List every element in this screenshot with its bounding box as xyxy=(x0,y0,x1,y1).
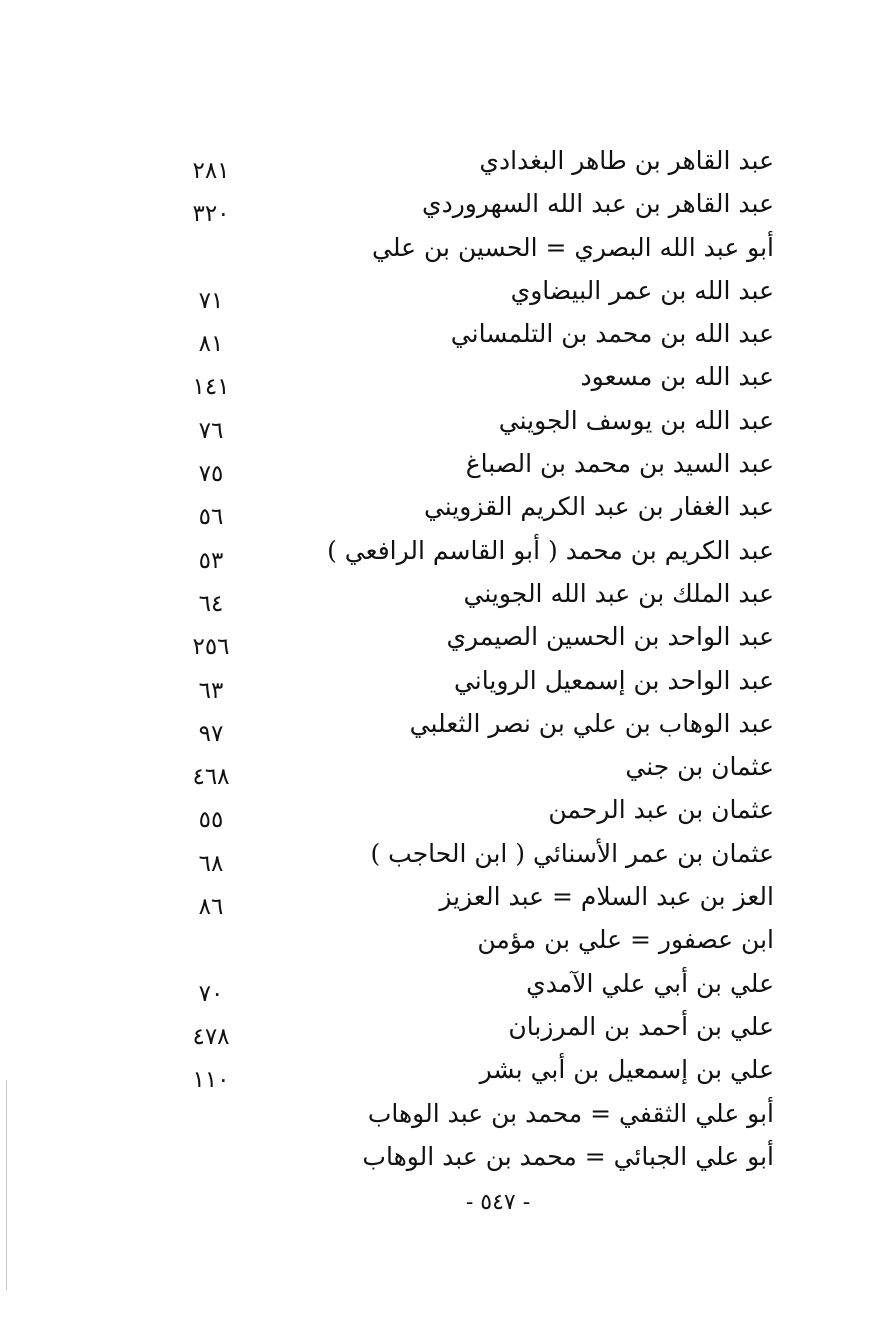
entry-page-number: ٤٧٨ xyxy=(192,1023,230,1050)
entry-page-number: ٤٦٨ xyxy=(192,764,230,791)
index-entry xyxy=(0,356,876,399)
index-entry xyxy=(0,530,876,573)
scan-edge-line xyxy=(6,1080,7,1290)
entry-page-number: ٥٣ xyxy=(198,547,224,574)
entry-page-number: ٧٠ xyxy=(198,980,224,1007)
entry-page-number: ٦٣ xyxy=(198,677,224,704)
entry-name: عبد السيد بن محمد بن الصباغ xyxy=(465,449,774,479)
index-entry xyxy=(0,227,876,270)
entry-name: عبد الواحد بن إسمعيل الروياني xyxy=(453,665,774,695)
index-entry xyxy=(0,919,876,962)
index-entry xyxy=(0,1006,876,1049)
entry-page-number: ٥٦ xyxy=(198,504,224,531)
entry-name: أبو علي الجبائي = محمد بن عبد الوهاب xyxy=(362,1141,774,1171)
index-entry xyxy=(0,703,876,746)
entry-name: أبو علي الثقفي = محمد بن عبد الوهاب xyxy=(367,1098,774,1128)
entry-name: عبد الله بن عمر البيضاوي xyxy=(510,275,774,305)
entry-name: عبد القاهر بن طاهر البغدادي xyxy=(479,146,774,175)
entry-name: علي بن أبي علي الآمدي xyxy=(526,968,774,998)
entry-name: عثمان بن عمر الأسنائي ( ابن الحاجب ) xyxy=(370,838,774,868)
entry-name: عثمان بن جني xyxy=(625,752,774,782)
entry-name: عبد الملك بن عبد الله الجويني xyxy=(463,578,774,608)
index-entry xyxy=(0,833,876,876)
entry-name: عبد الواحد بن الحسين الصيمري xyxy=(446,622,774,652)
entry-name: علي بن إسمعيل بن أبي بشر xyxy=(479,1055,774,1085)
entry-page-number: ٦٨ xyxy=(198,850,224,877)
entry-name: عبد الوهاب بن علي بن نصر الثعلبي xyxy=(409,708,774,738)
entry-name: ابن عصفور = علي بن مؤمن xyxy=(477,925,774,955)
entry-page-number: ٨١ xyxy=(198,331,224,358)
entry-page-number: ٦٤ xyxy=(198,590,224,617)
entry-name: عبد الله بن محمد بن التلمساني xyxy=(450,319,774,349)
index-entry xyxy=(0,183,876,226)
index-entry xyxy=(0,1049,876,1092)
entry-name: عبد القاهر بن عبد الله السهروردي xyxy=(422,189,774,219)
page-number: - ٥٤٧ - xyxy=(465,1190,531,1215)
entry-page-number: ١٤١ xyxy=(192,374,230,401)
index-entry xyxy=(0,573,876,616)
index-entry xyxy=(0,270,876,313)
entry-page-number: ٧٥ xyxy=(198,461,224,488)
entry-name: عبد الله بن مسعود xyxy=(580,362,774,392)
entry-name: عبد الكريم بن محمد ( أبو القاسم الرافعي ) xyxy=(327,535,774,565)
entry-page-number: ٨٦ xyxy=(198,894,224,921)
index-entry xyxy=(0,789,876,832)
index-entry xyxy=(0,443,876,486)
index-entry xyxy=(0,140,876,183)
index-entry xyxy=(0,486,876,529)
index-entry xyxy=(0,1136,876,1179)
entry-page-number: ٧١ xyxy=(198,287,224,314)
index-list xyxy=(0,140,876,1179)
entry-name: عبد الغفار بن عبد الكريم القزويني xyxy=(423,492,774,522)
index-entry xyxy=(0,876,876,919)
entry-page-number: ٣٢٠ xyxy=(192,201,230,228)
index-entry xyxy=(0,313,876,356)
entry-name: العز بن عبد السلام = عبد العزيز xyxy=(439,882,774,912)
index-entry xyxy=(0,1093,876,1136)
entry-page-number: ٢٨١ xyxy=(192,158,230,184)
index-entry xyxy=(0,746,876,789)
entry-page-number: ٧٦ xyxy=(198,417,224,444)
index-entry xyxy=(0,660,876,703)
index-entry xyxy=(0,616,876,659)
entry-name: علي بن أحمد بن المرزبان xyxy=(508,1011,774,1041)
entry-name: أبو عبد الله البصري = الحسين بن علي xyxy=(372,232,774,262)
entry-page-number: ٩٧ xyxy=(198,720,224,747)
entry-page-number: ١١٠ xyxy=(192,1067,230,1094)
index-entry xyxy=(0,400,876,443)
entry-name: عبد الله بن يوسف الجويني xyxy=(498,405,774,435)
entry-page-number: ٥٥ xyxy=(198,807,224,834)
entry-page-number: ٢٥٦ xyxy=(192,634,230,661)
entry-name: عثمان بن عبد الرحمن xyxy=(548,795,774,825)
index-entry xyxy=(0,963,876,1006)
